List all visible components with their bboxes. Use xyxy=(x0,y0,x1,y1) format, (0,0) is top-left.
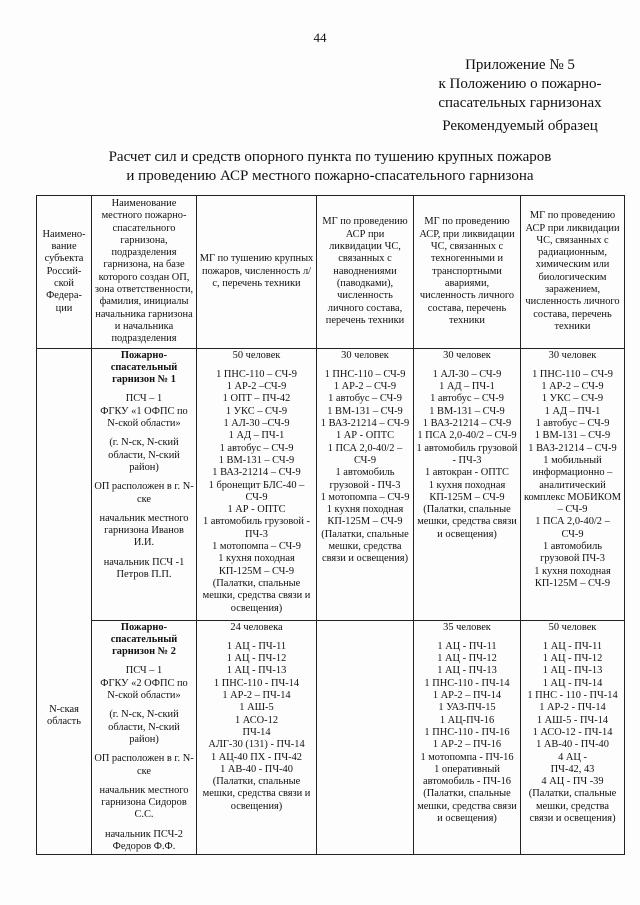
garrison-cell xyxy=(92,348,197,620)
page-number: 44 xyxy=(313,30,327,45)
equipment-line: 1 ВМ-131 – СЧ-9 xyxy=(429,405,505,417)
equipment-line: 1 АР-2 – ПЧ-14 xyxy=(222,690,291,702)
garrison-line: (г. N-ск, N-ский области, N-ский район) xyxy=(108,437,180,473)
equipment-line: 1 АР-2 – ПЧ-14 xyxy=(432,690,502,702)
equipment-line: 4 АЦ - xyxy=(558,751,587,763)
equipment-line: 1 ВАЗ-21214 – СЧ-9 xyxy=(320,418,410,430)
equipment-line: 1 ПНС - 110 - ПЧ-14 xyxy=(527,690,618,702)
garrison-line: начальник местного гарнизона Сидоров С.С. xyxy=(99,784,189,821)
equipment-line: 1 ВМ-131 – СЧ-9 xyxy=(218,454,295,466)
fire-group-cell xyxy=(197,620,317,855)
equipment-line: 1 АЦ-ПЧ-16 xyxy=(439,714,495,726)
equipment-line: 30 человек xyxy=(341,349,389,361)
equipment-line: (Палатки, спальные мешки, средства связи и освещения) xyxy=(528,788,617,825)
title-line: Расчет сил и средств опорного пункта по тушению крупных пожаров xyxy=(108,149,552,165)
equipment-line: 1 АЛ-30 –СЧ-9 xyxy=(223,418,290,430)
equipment-line: (Палатки, спальные мешки, средства связи и освещения) xyxy=(321,528,409,565)
equipment-line: 1 ПСА 2,0-40/2 – СЧ-9 xyxy=(535,516,610,540)
equipment-line: 1 автобус – СЧ-9 xyxy=(328,393,402,405)
equipment-line: 1 ПНС-110 - ПЧ-16 xyxy=(424,726,510,738)
equipment-line: 1 ВМ-131 – СЧ-9 xyxy=(327,405,403,417)
equipment-line: 1 АВ-40 - ПЧ-40 xyxy=(536,739,609,751)
chem-group-cell xyxy=(521,620,625,855)
appendix-line: спасательных гарнизонах xyxy=(438,95,602,111)
equipment-line: 1 кухня походная КП-125М – СЧ-9 xyxy=(428,479,506,503)
appendix-heading xyxy=(410,56,630,113)
equipment-line: 1 АР-2 – СЧ-9 xyxy=(541,381,604,393)
equipment-line: 1 бронещит БЛС-40 – СЧ-9 xyxy=(208,479,305,503)
garrison-cell xyxy=(92,620,197,855)
table-row xyxy=(37,620,625,855)
header-region: Наимено-вание субъекта Россий-ской Федера-ции xyxy=(37,196,92,349)
equipment-line: 1 АР-2 - ПЧ-14 xyxy=(539,702,606,714)
equipment-line: 1 АЦ - ПЧ-13 xyxy=(226,665,287,677)
equipment-line: 1 ПНС-110 – СЧ-9 xyxy=(532,368,613,380)
header-chem-group: МГ по проведению АСР при ликвидации ЧС, связанных с радиационным, химическим или биологическим заражением, численность личного состава, перечень техники xyxy=(521,196,625,349)
header-garrison: Наименование местного пожарно-спасательного гарнизона, подразделения гарнизона, на базе которого создан ОП, зона ответственности, фамилия, инициалы начальника гарнизона и начальника подразделения xyxy=(92,196,197,349)
equipment-line: 30 человек xyxy=(443,349,491,361)
equipment-line: (Палатки, спальные мешки, средства связи и освещения) xyxy=(417,504,517,540)
fire-group-cell xyxy=(197,348,317,620)
equipment-line: 1 АЦ - ПЧ-13 xyxy=(437,665,497,677)
equipment-line: 4 АЦ - ПЧ -39 xyxy=(541,776,604,788)
equipment-line: АЛГ-30 (131) - ПЧ-14 xyxy=(208,739,305,751)
equipment-line: 1 мотопомпа – СЧ-9 xyxy=(212,541,301,553)
garrison-line: ПСЧ – 1 xyxy=(125,393,163,405)
tech-group-cell xyxy=(414,348,521,620)
equipment-line: 1 АЦ - ПЧ-12 xyxy=(437,653,497,665)
equipment-line: 1 АЦ - ПЧ-12 xyxy=(542,653,603,665)
header-flood-group: МГ по проведению АСР при ликвидации ЧС, связанных с наводнениями (паводками), численность личного состава, перечень техники xyxy=(317,196,414,349)
table-row xyxy=(37,348,625,620)
equipment-line: 1 АД – ПЧ-1 xyxy=(228,430,285,442)
garrison-line: ОП расположен в г. N-ске xyxy=(94,481,194,505)
equipment-line: ПЧ-14 xyxy=(242,726,271,738)
equipment-line: 50 человек xyxy=(548,621,597,633)
equipment-line: 1 кухня походная КП-125М – СЧ-9 xyxy=(326,504,404,528)
equipment-line: 1 ПНС-110 – СЧ-9 xyxy=(216,368,297,380)
equipment-line: 1 АЦ - ПЧ-14 xyxy=(542,677,603,689)
document-title xyxy=(60,148,600,186)
equipment-line: 1 ПСА 2,0-40/2 – СЧ-9 xyxy=(417,430,517,442)
equipment-line: 30 человек xyxy=(548,349,597,361)
equipment-line: 1 АЦ - ПЧ-12 xyxy=(226,653,287,665)
equipment-line: 1 АД – ПЧ-1 xyxy=(544,405,601,417)
equipment-line: 1 УАЗ-ПЧ-15 xyxy=(438,702,496,714)
garrison-line: начальник ПСЧ-2 Федоров Ф.Ф. xyxy=(105,828,183,853)
equipment-line: 1 ВАЗ-21214 – СЧ-9 xyxy=(528,442,617,454)
table-header-row xyxy=(37,196,625,349)
equipment-line: 1 ВАЗ-21214 – СЧ-9 xyxy=(422,418,512,430)
garrison-line: начальник местного гарнизона Иванов И.И. xyxy=(99,512,189,549)
equipment-line: 1 автомобиль грузовой ПЧ-3 xyxy=(540,541,605,565)
garrison-line: ФГКУ «2 ОФПС по N-ской области» xyxy=(100,677,188,702)
equipment-line: 1 ВАЗ-21214 – СЧ-9 xyxy=(212,467,301,479)
appendix-line: к Положению о пожарно- xyxy=(438,76,602,92)
equipment-line: 1 кухня походная КП-125М – СЧ-9 xyxy=(534,565,611,589)
garrison-line: ПСЧ – 1 xyxy=(125,665,163,677)
equipment-line: 1 АЦ - ПЧ-13 xyxy=(542,665,603,677)
equipment-line: 1 УКС – СЧ-9 xyxy=(541,393,604,405)
equipment-line: 1 АЦ - ПЧ-11 xyxy=(226,640,287,652)
equipment-line: 1 автобус – СЧ-9 xyxy=(430,393,504,405)
equipment-line: 1 АР - ОПТС xyxy=(227,504,286,516)
flood-group-cell xyxy=(317,620,414,855)
equipment-line: 1 автомобиль грузовой - ПЧ-3 xyxy=(203,516,310,540)
equipment-line: 1 автобус – СЧ-9 xyxy=(535,418,610,430)
header-tech-group: МГ по проведению АСР, при ликвидации ЧС, связанных с техногенными и транспортными авариями, численность личного состава, перечень техники xyxy=(414,196,521,349)
equipment-line: 1 АР-2 – СЧ-9 xyxy=(333,381,397,393)
equipment-line: 1 АШ-5 xyxy=(239,702,274,714)
equipment-line: 1 автобус – СЧ-9 xyxy=(219,442,294,454)
equipment-line: 1 автомобиль грузовой - ПЧ-3 xyxy=(416,442,518,466)
equipment-line: 1 автокран - ОПТС xyxy=(424,467,509,479)
equipment-line: 1 АЦ - ПЧ-11 xyxy=(542,640,603,652)
garrison-line: ОП расположен в г. N-ске xyxy=(94,753,194,777)
equipment-line: 1 АР - ОПТС xyxy=(335,430,395,442)
tech-group-cell xyxy=(414,620,521,855)
equipment-line: 1 АД – ПЧ-1 xyxy=(439,381,495,393)
equipment-line: 1 АЦ - ПЧ-11 xyxy=(437,640,497,652)
equipment-line: 1 кухня походная КП-125М – СЧ-9 xyxy=(218,553,295,577)
equipment-line: 1 УКС – СЧ-9 xyxy=(225,405,288,417)
region-cell: N-ская область xyxy=(37,348,92,855)
equipment-line: 1 АСО-12 xyxy=(234,714,279,726)
equipment-line: 1 мотопомпа - ПЧ-16 xyxy=(420,751,514,763)
equipment-line: 35 человек xyxy=(443,621,491,633)
equipment-line: 1 мотопомпа – СЧ-9 xyxy=(320,491,410,503)
appendix-line: Приложение № 5 xyxy=(465,57,575,73)
equipment-line: 24 человека xyxy=(230,621,283,633)
equipment-line: (Палатки, спальные мешки, средства связи и освещения) xyxy=(417,788,517,825)
equipment-line: 1 ВМ-131 – СЧ-9 xyxy=(534,430,611,442)
equipment-line: (Палатки, спальные мешки, средства связи и освещения) xyxy=(202,577,311,614)
equipment-line: 1 оперативный автомобиль - ПЧ-16 xyxy=(423,763,511,788)
flood-group-cell xyxy=(317,348,414,620)
forces-table xyxy=(36,195,625,855)
equipment-line: 1 ПНС-110 - ПЧ-14 xyxy=(424,677,510,689)
equipment-line: 1 АЛ-30 – СЧ-9 xyxy=(432,368,502,380)
equipment-line: 1 АВ-40 - ПЧ-40 xyxy=(220,763,293,775)
equipment-line: 1 АР-2 – ПЧ-16 xyxy=(432,739,502,751)
equipment-line: 50 человек xyxy=(232,349,281,361)
equipment-line: 1 АШ-5 - ПЧ-14 xyxy=(536,714,609,726)
garrison-line: начальник ПСЧ -1 Петров П.П. xyxy=(103,556,185,581)
garrison-title: Пожарно-спасательный гарнизон № 2 xyxy=(110,621,178,658)
chem-group-cell xyxy=(521,348,625,620)
equipment-line: 1 ПНС-110 – СЧ-9 xyxy=(324,368,406,380)
garrison-title: Пожарно-спасательный гарнизон № 1 xyxy=(110,349,178,386)
equipment-line: 1 автомобиль грузовой - ПЧ-3 xyxy=(329,467,401,491)
header-fire-group: МГ по тушению крупных пожаров, численность л/с, перечень техники xyxy=(197,196,317,349)
sample-label: Рекомендуемый образец xyxy=(442,118,598,134)
equipment-line: ПЧ-42, 43 xyxy=(550,763,595,775)
equipment-line: 1 ПНС-110 - ПЧ-14 xyxy=(213,677,300,689)
equipment-line: 1 мобильный информационно – аналитический комплекс МОБИКОМ – СЧ-9 xyxy=(523,454,622,516)
equipment-line: 1 ОПТ – ПЧ-42 xyxy=(222,393,291,405)
garrison-line: (г. N-ск, N-ский области, N-ский район) xyxy=(108,709,180,745)
equipment-line: 1 АР-2 –СЧ-9 xyxy=(226,381,287,393)
equipment-line: 1 АСО-12 - ПЧ-14 xyxy=(532,726,613,738)
equipment-line: (Палатки, спальные мешки, средства связи и освещения) xyxy=(202,776,311,812)
equipment-line: 1 АЦ-40 ПХ - ПЧ-42 xyxy=(210,751,303,763)
equipment-line: 1 ПСА 2,0-40/2 – СЧ-9 xyxy=(327,442,403,466)
title-line: и проведению АСР местного пожарно-спасательного гарнизона xyxy=(126,168,534,184)
garrison-line: ФГКУ «1 ОФПС по N-ской области» xyxy=(100,405,188,430)
